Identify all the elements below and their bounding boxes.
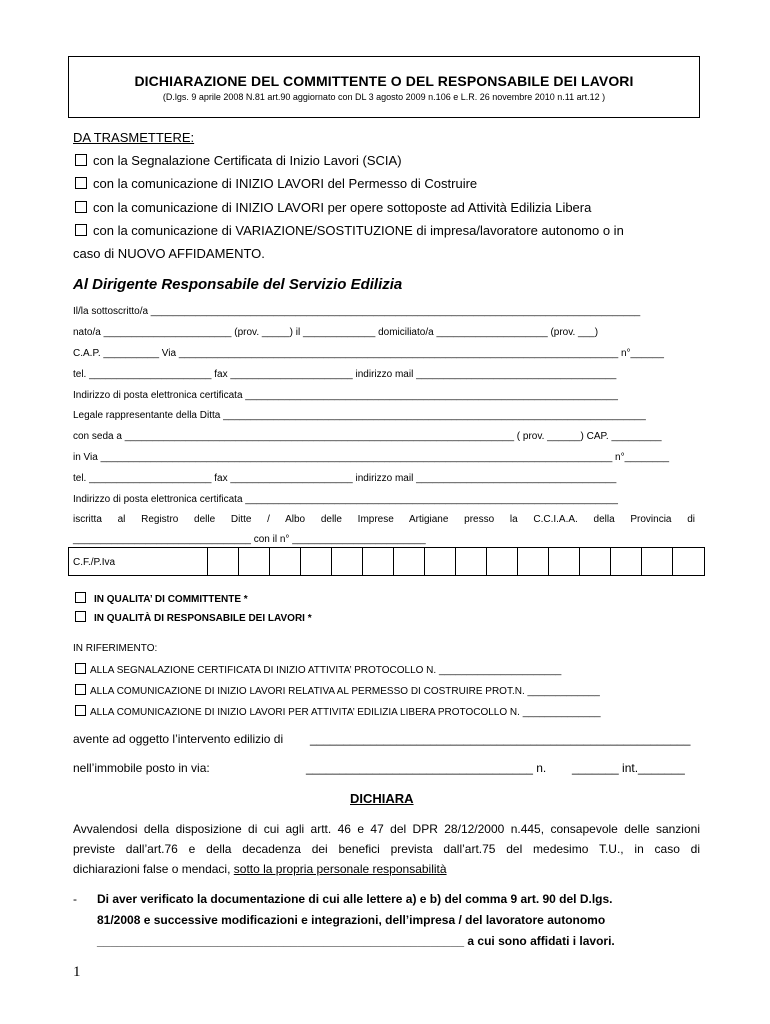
checkbox[interactable] — [75, 154, 87, 166]
cf-cell[interactable] — [332, 548, 363, 575]
iscritta-line: iscritta al Registro delle Ditte / Albo delle Imprese Artigiane presso la C.C.I.A.A. della Provincia di — [73, 514, 695, 525]
qualita-responsabile[interactable]: IN QUALITÀ DI RESPONSABILE DEI LAVORI * — [75, 611, 312, 624]
checkbox[interactable] — [75, 684, 86, 695]
legale-rappresentante-line[interactable]: Legale rappresentante della Ditta ____________________________________________________________________________ — [73, 410, 646, 421]
ditta-tel-fax-mail-line[interactable]: tel. ______________________ fax ______________________ indirizzo mail ____________________________________ — [73, 473, 617, 484]
immobile-label: nell’immobile posto in via: — [73, 761, 210, 775]
sottoscritto-line[interactable]: Il/la sottoscritto/a ________________________________________________________________________________________ — [73, 306, 641, 317]
cf-piva-table — [68, 547, 705, 576]
riferimento-heading: IN RIFERIMENTO: — [73, 643, 158, 654]
bullet-dash: - — [73, 892, 77, 906]
cf-cell[interactable] — [549, 548, 580, 575]
cf-cell[interactable] — [673, 548, 704, 575]
riferimento-option-edilizia-libera[interactable]: ALLA COMUNICAZIONE DI INIZIO LAVORI PER ATTIVITA’ EDILIZIA LIBERA PROTOCOLLO N. ______________ — [75, 705, 601, 718]
trasmettere-heading: DA TRASMETTERE: — [73, 130, 195, 145]
oggetto-label: avente ad oggetto l’intervento edilizio di — [73, 732, 284, 746]
cf-cell[interactable] — [611, 548, 642, 575]
tel-fax-mail-line[interactable]: tel. ______________________ fax ______________________ indirizzo mail ____________________________________ — [73, 369, 617, 380]
page-number: 1 — [73, 964, 81, 980]
riferimento-option-permesso[interactable]: ALLA COMUNICAZIONE DI INIZIO LAVORI RELATIVA AL PERMESSO DI COSTRUIRE PROT.N. _____________ — [75, 684, 600, 697]
trasmettere-option-scia[interactable]: con la Segnalazione Certificata di Inizio Lavori (SCIA) — [75, 153, 402, 168]
checkbox[interactable] — [75, 201, 87, 213]
checkbox[interactable] — [75, 705, 86, 716]
ditta-via-line[interactable]: in Via ____________________________________________________________________________________________ n°________ — [73, 452, 670, 463]
ditta-pec-line[interactable]: Indirizzo di posta elettronica certificata ___________________________________________________________________ — [73, 494, 618, 505]
trasmettere-option-edilizia-libera[interactable]: con la comunicazione di INIZIO LAVORI per opere sottoposte ad Attività Edilizia Libera — [75, 200, 591, 215]
document-title: DICHIARAZIONE DEL COMMITTENTE O DEL RESPONSABILE DEI LAVORI — [134, 73, 634, 89]
sede-line[interactable]: con seda a ______________________________________________________________________ ( prov. ______) CAP. _________ — [73, 431, 662, 442]
cf-cell[interactable] — [363, 548, 394, 575]
bullet-line-2: 81/2008 e successive modificazioni e integrazioni, dell’impresa / del lavoratore autonomo — [97, 913, 606, 927]
pec-line[interactable]: Indirizzo di posta elettronica certificata ___________________________________________________________________ — [73, 390, 618, 401]
trasmettere-option-permesso[interactable]: con la comunicazione di INIZIO LAVORI del Permesso di Costruire — [75, 176, 477, 191]
cf-cell[interactable] — [394, 548, 425, 575]
cf-cell[interactable] — [425, 548, 456, 575]
riferimento-option-scia[interactable]: ALLA SEGNALAZIONE CERTIFICATA DI INIZIO ATTIVITA’ PROTOCOLLO N. ______________________ — [75, 663, 561, 676]
cf-cell[interactable] — [487, 548, 518, 575]
cf-cell[interactable] — [580, 548, 611, 575]
immobile-int-field[interactable]: _______ int._______ — [572, 761, 685, 775]
title-box — [68, 56, 700, 118]
checkbox[interactable] — [75, 663, 86, 674]
paragraph-line-1: Avvalendosi della disposizione di cui agli artt. 46 e 47 del DPR 28/12/2000 n.445, consapevole delle sanzioni — [73, 822, 700, 836]
bullet-line-1: Di aver verificato la documentazione di cui alle lettere a) e b) del comma 9 art. 90 del D.lgs. — [97, 892, 613, 906]
trasmettere-option-variazione-cont: caso di NUOVO AFFIDAMENTO. — [73, 246, 265, 261]
cf-cell[interactable] — [456, 548, 487, 575]
cf-cell[interactable] — [208, 548, 239, 575]
paragraph-line-2: previste dall’art.76 e della decadenza dei benefici prevista dall’art.75 del medesimo T.U., in caso di — [73, 842, 700, 856]
checkbox[interactable] — [75, 611, 86, 622]
nato-line[interactable]: nato/a _______________________ (prov. _____) il _____________ domiciliato/a ____________________ (prov. ___) — [73, 327, 599, 338]
immobile-field[interactable]: __________________________________ n. — [306, 761, 547, 775]
trasmettere-option-variazione[interactable]: con la comunicazione di VARIAZIONE/SOSTITUZIONE di impresa/lavoratore autonomo o in — [75, 223, 624, 238]
paragraph-line-3: dichiarazioni false o mendaci, sotto la propria personale responsabilità — [73, 862, 447, 876]
qualita-committente[interactable]: IN QUALITA’ DI COMMITTENTE * — [75, 592, 248, 605]
document-subtitle: (D.lgs. 9 aprile 2008 N.81 art.90 aggiornato con DL 3 agosto 2009 n.106 e L.R. 26 novembre 2010 n.11 art.12 ) — [162, 92, 606, 102]
bullet-line-3[interactable]: _______________________________________________________ a cui sono affidati i lavori. — [97, 934, 615, 948]
recipient-heading: Al Dirigente Responsabile del Servizio Edilizia — [73, 276, 403, 293]
cf-cell[interactable] — [239, 548, 270, 575]
cf-cell[interactable] — [642, 548, 673, 575]
cap-via-line[interactable]: C.A.P. __________ Via _______________________________________________________________________________ n°______ — [73, 348, 664, 359]
dichiara-heading: DICHIARA — [350, 791, 414, 806]
checkbox[interactable] — [75, 224, 87, 236]
checkbox[interactable] — [75, 592, 86, 603]
oggetto-field[interactable]: _________________________________________________________ — [310, 732, 691, 746]
checkbox[interactable] — [75, 177, 87, 189]
cf-piva-label: C.F./P.Iva — [69, 548, 208, 575]
cf-cell[interactable] — [270, 548, 301, 575]
iscritta-cont-line[interactable]: ________________________________ con il n° ________________________ — [73, 534, 426, 545]
cf-cell[interactable] — [518, 548, 549, 575]
cf-cell[interactable] — [301, 548, 332, 575]
